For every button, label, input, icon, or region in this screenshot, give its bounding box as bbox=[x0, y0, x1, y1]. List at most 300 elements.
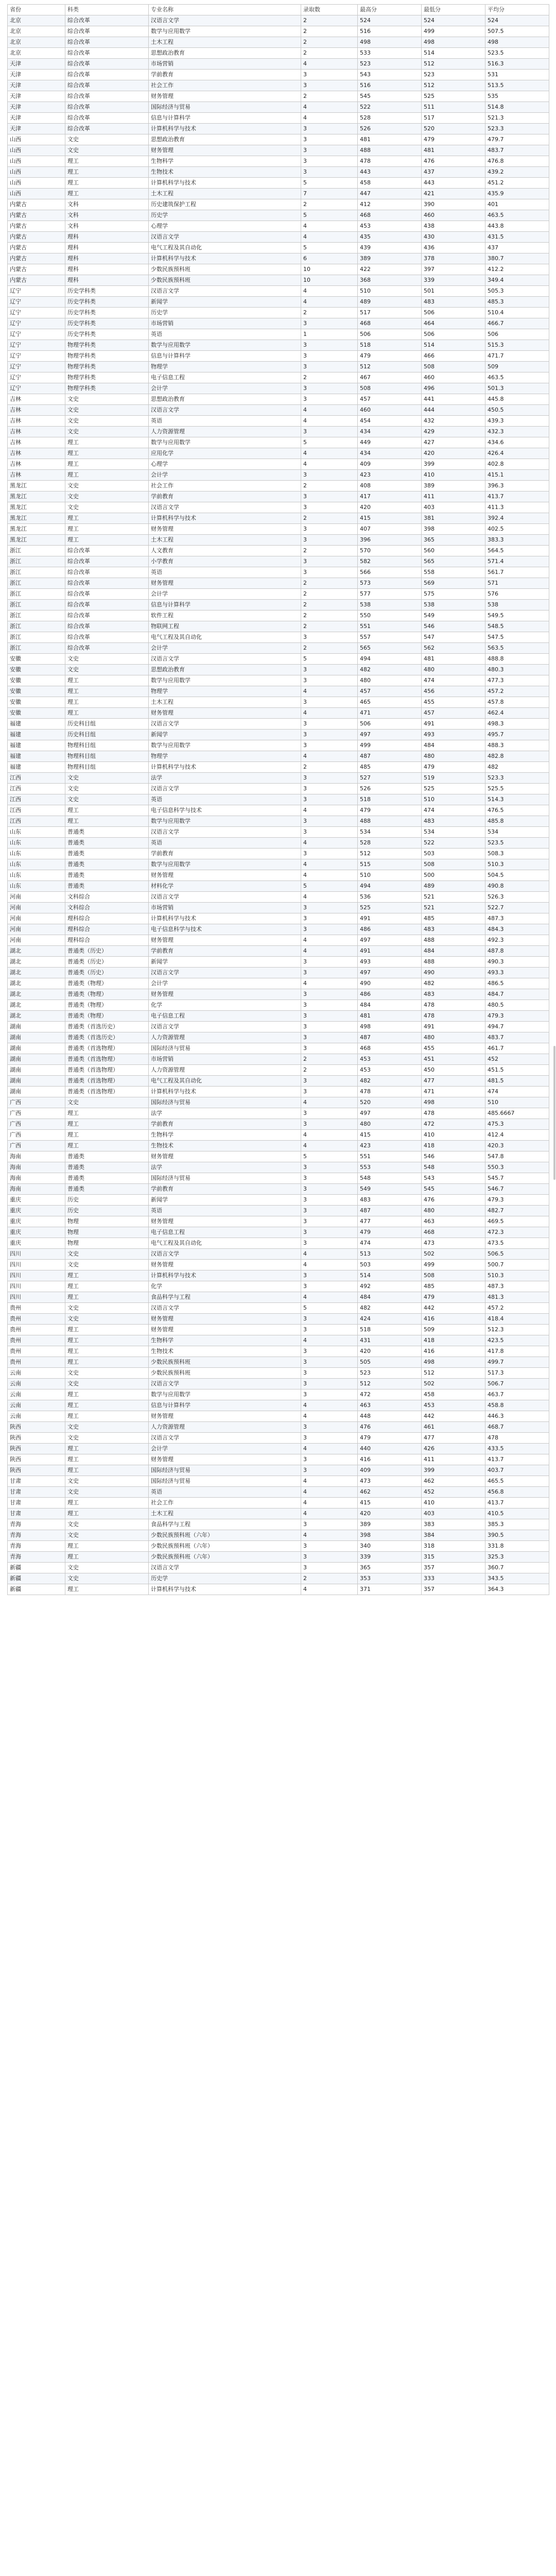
avg-score-cell: 383.3 bbox=[485, 535, 549, 546]
avg-score-cell: 433.5 bbox=[485, 1444, 549, 1454]
category-cell: 理工 bbox=[65, 1400, 149, 1411]
avg-score-cell: 488.8 bbox=[485, 654, 549, 665]
min-score-cell: 514 bbox=[422, 48, 485, 59]
province-cell: 云南 bbox=[8, 1389, 65, 1400]
max-score-cell: 353 bbox=[358, 1573, 422, 1584]
min-score-cell: 378 bbox=[422, 253, 485, 264]
max-score-cell: 533 bbox=[358, 48, 422, 59]
province-cell: 重庆 bbox=[8, 1195, 65, 1206]
min-score-cell: 389 bbox=[422, 481, 485, 492]
admitted-cell: 3 bbox=[301, 1379, 358, 1389]
major-cell: 英语 bbox=[149, 1206, 301, 1216]
admitted-cell: 3 bbox=[301, 1422, 358, 1433]
max-score-cell: 423 bbox=[358, 1141, 422, 1151]
table-row bbox=[8, 589, 549, 600]
max-score-cell: 389 bbox=[358, 1519, 422, 1530]
min-score-cell: 397 bbox=[422, 264, 485, 275]
avg-score-cell: 500.7 bbox=[485, 1260, 549, 1270]
admitted-cell: 3 bbox=[301, 1206, 358, 1216]
province-cell: 天津 bbox=[8, 91, 65, 102]
min-score-cell: 442 bbox=[422, 1303, 485, 1314]
province-cell: 安徽 bbox=[8, 697, 65, 708]
max-score-cell: 528 bbox=[358, 838, 422, 849]
major-cell: 电子信息科学与技术 bbox=[149, 924, 301, 935]
table-row bbox=[8, 1141, 549, 1151]
province-cell: 黑龙江 bbox=[8, 524, 65, 535]
min-score-cell: 384 bbox=[422, 1530, 485, 1541]
major-cell: 土木工程 bbox=[149, 37, 301, 48]
province-cell: 海南 bbox=[8, 1184, 65, 1195]
avg-score-cell: 482.7 bbox=[485, 1206, 549, 1216]
category-cell: 物理学科类 bbox=[65, 351, 149, 362]
admitted-cell: 5 bbox=[301, 881, 358, 892]
province-cell: 新疆 bbox=[8, 1584, 65, 1595]
avg-score-cell: 521.3 bbox=[485, 113, 549, 124]
province-cell: 山东 bbox=[8, 870, 65, 881]
category-cell: 理工 bbox=[65, 1552, 149, 1563]
category-cell: 理工 bbox=[65, 675, 149, 686]
max-score-cell: 497 bbox=[358, 935, 422, 946]
avg-score-cell: 492.3 bbox=[485, 935, 549, 946]
admitted-cell: 3 bbox=[301, 1032, 358, 1043]
max-score-cell: 518 bbox=[358, 1325, 422, 1335]
avg-score-cell: 531 bbox=[485, 70, 549, 80]
min-score-cell: 399 bbox=[422, 459, 485, 470]
min-score-cell: 521 bbox=[422, 903, 485, 913]
table-row bbox=[8, 1335, 549, 1346]
admitted-cell: 10 bbox=[301, 275, 358, 286]
admitted-cell: 4 bbox=[301, 1249, 358, 1260]
max-score-cell: 577 bbox=[358, 589, 422, 600]
province-cell: 山西 bbox=[8, 134, 65, 145]
table-row bbox=[8, 903, 549, 913]
province-cell: 海南 bbox=[8, 1151, 65, 1162]
avg-score-cell: 472.3 bbox=[485, 1227, 549, 1238]
major-cell: 会计学 bbox=[149, 383, 301, 394]
category-cell: 文史 bbox=[65, 654, 149, 665]
province-cell: 吉林 bbox=[8, 437, 65, 448]
table-row bbox=[8, 567, 549, 578]
category-cell: 文科 bbox=[65, 199, 149, 210]
max-score-cell: 534 bbox=[358, 827, 422, 838]
major-cell: 市场营销 bbox=[149, 1054, 301, 1065]
max-score-cell: 549 bbox=[358, 1184, 422, 1195]
province-cell: 吉林 bbox=[8, 394, 65, 405]
admitted-cell: 3 bbox=[301, 1184, 358, 1195]
category-cell: 理工 bbox=[65, 437, 149, 448]
category-cell: 文科 bbox=[65, 221, 149, 232]
max-score-cell: 518 bbox=[358, 794, 422, 805]
max-score-cell: 508 bbox=[358, 383, 422, 394]
table-row bbox=[8, 102, 549, 113]
min-score-cell: 476 bbox=[422, 156, 485, 167]
header-major: 专业名称 bbox=[149, 5, 301, 15]
major-cell: 数学与应用数学 bbox=[149, 26, 301, 37]
table-row bbox=[8, 794, 549, 805]
category-cell: 文史 bbox=[65, 1563, 149, 1573]
avg-score-cell: 495.7 bbox=[485, 730, 549, 740]
table-row bbox=[8, 1357, 549, 1368]
province-cell: 山西 bbox=[8, 145, 65, 156]
category-cell: 普通类（首选物理） bbox=[65, 1043, 149, 1054]
avg-score-cell: 412.4 bbox=[485, 1130, 549, 1141]
major-cell: 汉语言文学 bbox=[149, 502, 301, 513]
major-cell: 土木工程 bbox=[149, 535, 301, 546]
major-cell: 电气工程及其自动化 bbox=[149, 1238, 301, 1249]
category-cell: 历史学科类 bbox=[65, 286, 149, 297]
admitted-cell: 3 bbox=[301, 383, 358, 394]
province-cell: 辽宁 bbox=[8, 351, 65, 362]
scrollbar-thumb[interactable] bbox=[553, 1046, 555, 1180]
min-score-cell: 472 bbox=[422, 1119, 485, 1130]
province-cell: 湖南 bbox=[8, 1022, 65, 1032]
min-score-cell: 519 bbox=[422, 773, 485, 784]
admitted-cell: 4 bbox=[301, 1530, 358, 1541]
category-cell: 文史 bbox=[65, 1487, 149, 1498]
province-cell: 湖南 bbox=[8, 1043, 65, 1054]
table-row bbox=[8, 578, 549, 589]
province-cell: 河南 bbox=[8, 924, 65, 935]
category-cell: 理工 bbox=[65, 1346, 149, 1357]
category-cell: 综合改革 bbox=[65, 59, 149, 70]
admitted-cell: 4 bbox=[301, 1097, 358, 1108]
min-score-cell: 499 bbox=[422, 1260, 485, 1270]
province-cell: 浙江 bbox=[8, 578, 65, 589]
min-score-cell: 365 bbox=[422, 535, 485, 546]
max-score-cell: 480 bbox=[358, 675, 422, 686]
major-cell: 汉语言文学 bbox=[149, 719, 301, 730]
table-row bbox=[8, 1022, 549, 1032]
table-row bbox=[8, 372, 549, 383]
admitted-cell: 4 bbox=[301, 1292, 358, 1303]
min-score-cell: 442 bbox=[422, 1411, 485, 1422]
min-score-cell: 451 bbox=[422, 1054, 485, 1065]
province-cell: 江西 bbox=[8, 805, 65, 816]
avg-score-cell: 385.3 bbox=[485, 1519, 549, 1530]
max-score-cell: 510 bbox=[358, 870, 422, 881]
max-score-cell: 480 bbox=[358, 1119, 422, 1130]
min-score-cell: 510 bbox=[422, 794, 485, 805]
avg-score-cell: 445.8 bbox=[485, 394, 549, 405]
admitted-cell: 4 bbox=[301, 405, 358, 416]
province-cell: 江西 bbox=[8, 816, 65, 827]
province-cell: 安徽 bbox=[8, 708, 65, 719]
category-cell: 物理学科类 bbox=[65, 372, 149, 383]
min-score-cell: 479 bbox=[422, 134, 485, 145]
major-cell: 生物科学 bbox=[149, 1130, 301, 1141]
category-cell: 理工 bbox=[65, 535, 149, 546]
min-score-cell: 477 bbox=[422, 1433, 485, 1444]
admitted-cell: 3 bbox=[301, 492, 358, 502]
category-cell: 理工 bbox=[65, 1108, 149, 1119]
table-row bbox=[8, 48, 549, 59]
province-cell: 贵州 bbox=[8, 1335, 65, 1346]
avg-score-cell: 461.7 bbox=[485, 1043, 549, 1054]
admitted-cell: 3 bbox=[301, 1465, 358, 1476]
category-cell: 普通类（物理） bbox=[65, 1000, 149, 1011]
table-row bbox=[8, 318, 549, 329]
category-cell: 普通类 bbox=[65, 827, 149, 838]
min-score-cell: 482 bbox=[422, 978, 485, 989]
max-score-cell: 491 bbox=[358, 913, 422, 924]
min-score-cell: 398 bbox=[422, 524, 485, 535]
table-row bbox=[8, 470, 549, 481]
table-row bbox=[8, 1216, 549, 1227]
province-cell: 四川 bbox=[8, 1292, 65, 1303]
category-cell: 普通类 bbox=[65, 1184, 149, 1195]
min-score-cell: 474 bbox=[422, 805, 485, 816]
admitted-cell: 4 bbox=[301, 448, 358, 459]
major-cell: 信息与计算科学 bbox=[149, 600, 301, 611]
province-cell: 辽宁 bbox=[8, 297, 65, 308]
avg-score-cell: 493.3 bbox=[485, 968, 549, 978]
category-cell: 综合改革 bbox=[65, 113, 149, 124]
header-avg-score: 平均分 bbox=[485, 5, 549, 15]
max-score-cell: 553 bbox=[358, 1162, 422, 1173]
min-score-cell: 474 bbox=[422, 675, 485, 686]
major-cell: 新闻学 bbox=[149, 1195, 301, 1206]
category-cell: 文史 bbox=[65, 1422, 149, 1433]
avg-score-cell: 480.5 bbox=[485, 1000, 549, 1011]
table-row bbox=[8, 1173, 549, 1184]
max-score-cell: 449 bbox=[358, 437, 422, 448]
max-score-cell: 487 bbox=[358, 751, 422, 762]
admitted-cell: 4 bbox=[301, 805, 358, 816]
province-cell: 江西 bbox=[8, 794, 65, 805]
admitted-cell: 2 bbox=[301, 91, 358, 102]
admitted-cell: 3 bbox=[301, 362, 358, 372]
admitted-cell: 3 bbox=[301, 719, 358, 730]
min-score-cell: 432 bbox=[422, 416, 485, 427]
min-score-cell: 562 bbox=[422, 643, 485, 654]
major-cell: 汉语言文学 bbox=[149, 968, 301, 978]
max-score-cell: 526 bbox=[358, 784, 422, 794]
avg-score-cell: 549.5 bbox=[485, 611, 549, 621]
table-row bbox=[8, 762, 549, 773]
avg-score-cell: 411.3 bbox=[485, 502, 549, 513]
province-cell: 辽宁 bbox=[8, 286, 65, 297]
major-cell: 汉语言文学 bbox=[149, 827, 301, 838]
admitted-cell: 3 bbox=[301, 1325, 358, 1335]
major-cell: 生物技术 bbox=[149, 1346, 301, 1357]
avg-score-cell: 498 bbox=[485, 37, 549, 48]
admitted-cell: 2 bbox=[301, 15, 358, 26]
avg-score-cell: 349.4 bbox=[485, 275, 549, 286]
avg-score-cell: 443.8 bbox=[485, 221, 549, 232]
major-cell: 土木工程 bbox=[149, 697, 301, 708]
table-row bbox=[8, 1509, 549, 1519]
avg-score-cell: 431.5 bbox=[485, 232, 549, 243]
major-cell: 会计学 bbox=[149, 470, 301, 481]
table-row bbox=[8, 719, 549, 730]
major-cell: 市场营销 bbox=[149, 903, 301, 913]
table-row bbox=[8, 15, 549, 26]
major-cell: 英语 bbox=[149, 567, 301, 578]
table-row bbox=[8, 329, 549, 340]
min-score-cell: 416 bbox=[422, 1314, 485, 1325]
min-score-cell: 523 bbox=[422, 70, 485, 80]
table-row bbox=[8, 113, 549, 124]
admitted-cell: 2 bbox=[301, 481, 358, 492]
min-score-cell: 500 bbox=[422, 870, 485, 881]
province-cell: 贵州 bbox=[8, 1314, 65, 1325]
table-row bbox=[8, 546, 549, 556]
table-row bbox=[8, 124, 549, 134]
min-score-cell: 546 bbox=[422, 1151, 485, 1162]
major-cell: 少数民族预科班 bbox=[149, 1357, 301, 1368]
max-score-cell: 550 bbox=[358, 611, 422, 621]
category-cell: 理工 bbox=[65, 1292, 149, 1303]
max-score-cell: 516 bbox=[358, 80, 422, 91]
category-cell: 理工 bbox=[65, 816, 149, 827]
admitted-cell: 3 bbox=[301, 1563, 358, 1573]
admitted-cell: 4 bbox=[301, 1130, 358, 1141]
min-score-cell: 508 bbox=[422, 859, 485, 870]
max-score-cell: 453 bbox=[358, 1065, 422, 1076]
max-score-cell: 520 bbox=[358, 1097, 422, 1108]
table-row bbox=[8, 1195, 549, 1206]
max-score-cell: 457 bbox=[358, 686, 422, 697]
max-score-cell: 497 bbox=[358, 968, 422, 978]
category-cell: 综合改革 bbox=[65, 600, 149, 611]
min-score-cell: 483 bbox=[422, 989, 485, 1000]
table-row bbox=[8, 362, 549, 372]
max-score-cell: 512 bbox=[358, 362, 422, 372]
admitted-cell: 4 bbox=[301, 838, 358, 849]
category-cell: 理科 bbox=[65, 253, 149, 264]
min-score-cell: 483 bbox=[422, 924, 485, 935]
major-cell: 计算机科学与技术 bbox=[149, 124, 301, 134]
category-cell: 理工 bbox=[65, 686, 149, 697]
table-row bbox=[8, 178, 549, 189]
max-score-cell: 417 bbox=[358, 492, 422, 502]
avg-score-cell: 517.3 bbox=[485, 1368, 549, 1379]
admitted-cell: 2 bbox=[301, 589, 358, 600]
avg-score-cell: 547.5 bbox=[485, 632, 549, 643]
admitted-cell: 3 bbox=[301, 502, 358, 513]
table-row bbox=[8, 665, 549, 675]
table-row bbox=[8, 448, 549, 459]
category-cell: 普通类 bbox=[65, 859, 149, 870]
avg-score-cell: 396.3 bbox=[485, 481, 549, 492]
category-cell: 理工 bbox=[65, 1465, 149, 1476]
major-cell: 人力资源管理 bbox=[149, 1422, 301, 1433]
category-cell: 普通类 bbox=[65, 881, 149, 892]
major-cell: 国际经济与贸易 bbox=[149, 1476, 301, 1487]
category-cell: 文史 bbox=[65, 492, 149, 502]
category-cell: 物理科目组 bbox=[65, 740, 149, 751]
admitted-cell: 2 bbox=[301, 546, 358, 556]
min-score-cell: 457 bbox=[422, 708, 485, 719]
max-score-cell: 557 bbox=[358, 632, 422, 643]
table-row bbox=[8, 632, 549, 643]
min-score-cell: 498 bbox=[422, 37, 485, 48]
table-row bbox=[8, 351, 549, 362]
max-score-cell: 548 bbox=[358, 1173, 422, 1184]
province-cell: 内蒙古 bbox=[8, 199, 65, 210]
avg-score-cell: 510.3 bbox=[485, 1270, 549, 1281]
avg-score-cell: 571.4 bbox=[485, 556, 549, 567]
major-cell: 财务管理 bbox=[149, 870, 301, 881]
avg-score-cell: 510.3 bbox=[485, 859, 549, 870]
admitted-cell: 3 bbox=[301, 1433, 358, 1444]
major-cell: 财务管理 bbox=[149, 989, 301, 1000]
province-cell: 甘肃 bbox=[8, 1509, 65, 1519]
avg-score-cell: 490.8 bbox=[485, 881, 549, 892]
avg-score-cell: 483.7 bbox=[485, 145, 549, 156]
province-cell: 湖南 bbox=[8, 1065, 65, 1076]
min-score-cell: 548 bbox=[422, 1162, 485, 1173]
avg-score-cell: 484.7 bbox=[485, 989, 549, 1000]
avg-score-cell: 548.5 bbox=[485, 621, 549, 632]
avg-score-cell: 481.3 bbox=[485, 1292, 549, 1303]
avg-score-cell: 462.4 bbox=[485, 708, 549, 719]
province-cell: 山西 bbox=[8, 178, 65, 189]
category-cell: 普通类 bbox=[65, 1162, 149, 1173]
major-cell: 英语 bbox=[149, 329, 301, 340]
table-row bbox=[8, 199, 549, 210]
admitted-cell: 3 bbox=[301, 1119, 358, 1130]
admitted-cell: 4 bbox=[301, 416, 358, 427]
table-row bbox=[8, 243, 549, 253]
min-score-cell: 512 bbox=[422, 80, 485, 91]
table-row bbox=[8, 297, 549, 308]
avg-score-cell: 545.7 bbox=[485, 1173, 549, 1184]
max-score-cell: 536 bbox=[358, 892, 422, 903]
province-cell: 江西 bbox=[8, 784, 65, 794]
major-cell: 国际经济与贸易 bbox=[149, 1097, 301, 1108]
max-score-cell: 423 bbox=[358, 470, 422, 481]
avg-score-cell: 423.5 bbox=[485, 1335, 549, 1346]
min-score-cell: 460 bbox=[422, 210, 485, 221]
avg-score-cell: 523.5 bbox=[485, 838, 549, 849]
admitted-cell: 4 bbox=[301, 286, 358, 297]
table-row bbox=[8, 275, 549, 286]
table-row bbox=[8, 892, 549, 903]
major-cell: 生物科学 bbox=[149, 156, 301, 167]
page-scrollbar[interactable] bbox=[553, 0, 556, 2576]
table-row bbox=[8, 340, 549, 351]
max-score-cell: 409 bbox=[358, 459, 422, 470]
min-score-cell: 478 bbox=[422, 1108, 485, 1119]
max-score-cell: 468 bbox=[358, 210, 422, 221]
min-score-cell: 490 bbox=[422, 968, 485, 978]
avg-score-cell: 523.3 bbox=[485, 124, 549, 134]
min-score-cell: 410 bbox=[422, 470, 485, 481]
province-cell: 浙江 bbox=[8, 567, 65, 578]
max-score-cell: 485 bbox=[358, 762, 422, 773]
category-cell: 文史 bbox=[65, 1368, 149, 1379]
major-cell: 电子信息工程 bbox=[149, 1011, 301, 1022]
province-cell: 青海 bbox=[8, 1552, 65, 1563]
category-cell: 综合改革 bbox=[65, 124, 149, 134]
table-row bbox=[8, 870, 549, 881]
avg-score-cell: 402.5 bbox=[485, 524, 549, 535]
admitted-cell: 4 bbox=[301, 935, 358, 946]
min-score-cell: 484 bbox=[422, 740, 485, 751]
max-score-cell: 478 bbox=[358, 1087, 422, 1097]
province-cell: 青海 bbox=[8, 1519, 65, 1530]
min-score-cell: 438 bbox=[422, 221, 485, 232]
province-cell: 贵州 bbox=[8, 1303, 65, 1314]
table-row bbox=[8, 308, 549, 318]
max-score-cell: 365 bbox=[358, 1563, 422, 1573]
category-cell: 普通类（首选物理） bbox=[65, 1076, 149, 1087]
major-cell: 数学与应用数学 bbox=[149, 437, 301, 448]
category-cell: 理工 bbox=[65, 1119, 149, 1130]
province-cell: 北京 bbox=[8, 26, 65, 37]
min-score-cell: 476 bbox=[422, 1195, 485, 1206]
